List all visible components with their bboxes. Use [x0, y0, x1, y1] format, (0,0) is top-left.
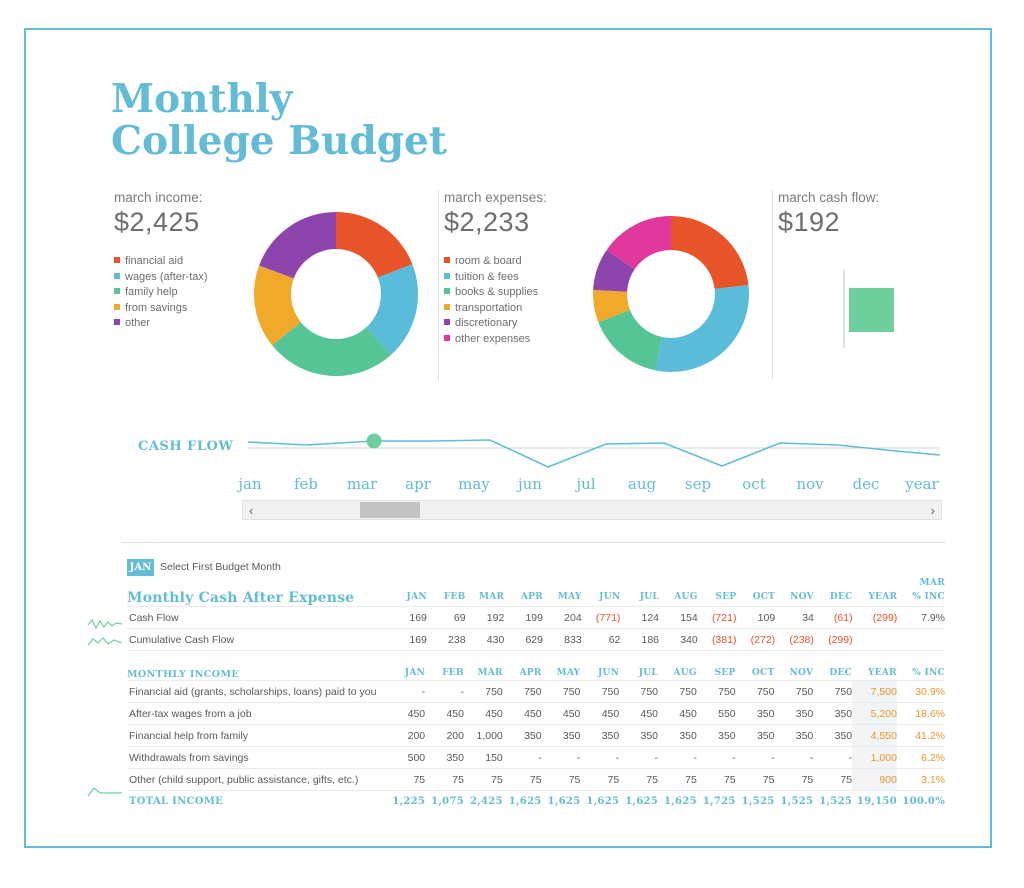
col-mar: MAR [466, 590, 505, 607]
legend-swatch [444, 257, 450, 263]
col-feb: FEB [427, 590, 466, 607]
total-cell: 1,075 [431, 796, 464, 807]
cell: 629 [504, 629, 543, 651]
cell: 430 [466, 629, 505, 651]
cell: 450 [425, 703, 464, 725]
month-sep[interactable]: sep [684, 475, 712, 493]
cell: 750 [774, 681, 813, 703]
cell: (721) [698, 607, 737, 629]
table-header-row [127, 668, 945, 681]
col-pct: % INC [897, 668, 945, 681]
cell: 186 [620, 629, 659, 651]
row-label: Financial help from family [127, 725, 386, 747]
col-nov: NOV [775, 590, 814, 607]
cell-year: 900 [852, 769, 897, 791]
cell: (381) [698, 629, 737, 651]
cell: - [697, 747, 736, 769]
legend-swatch [114, 304, 120, 310]
cell: - [386, 681, 425, 703]
table-row [127, 769, 945, 791]
month-apr[interactable]: apr [405, 475, 431, 493]
legend-label: room & board [455, 255, 522, 267]
total-cell: 1,625 [586, 796, 620, 807]
month-feb[interactable]: feb [293, 475, 319, 493]
cell: 75 [697, 769, 736, 791]
total-year: 19,150 [856, 796, 897, 807]
cell: 75 [464, 769, 503, 791]
legend-label: financial aid [125, 255, 184, 267]
legend-swatch [444, 335, 450, 341]
cash-flow-bar-chart [836, 270, 906, 350]
cell: 75 [813, 769, 852, 791]
cell: 350 [619, 725, 658, 747]
cell: 350 [736, 703, 775, 725]
cell-pct: 18.6% [897, 703, 945, 725]
cell: 154 [659, 607, 698, 629]
cell: 350 [658, 725, 697, 747]
section-divider [122, 542, 946, 543]
month-jan[interactable]: jan [238, 475, 262, 493]
col-dec: DEC [814, 590, 853, 607]
income-panel [114, 190, 439, 380]
row-label: Cumulative Cash Flow [127, 629, 388, 651]
total-cell: 1,725 [702, 796, 736, 807]
month-may[interactable]: may [458, 475, 490, 493]
month-year[interactable]: year [905, 475, 939, 493]
cell: - [425, 681, 464, 703]
cell: 192 [466, 607, 505, 629]
table-row [127, 747, 945, 769]
cell: 150 [464, 747, 503, 769]
income-table-title: MONTHLY INCOME [127, 668, 386, 681]
cell: 350 [774, 725, 813, 747]
cash-flow-row-sparkline [88, 616, 122, 632]
col-jan: JAN [386, 668, 425, 681]
cell: - [542, 747, 581, 769]
total-cell: 1,625 [547, 796, 581, 807]
cell: - [774, 747, 813, 769]
cell: - [658, 747, 697, 769]
month-oct[interactable]: oct [742, 475, 766, 493]
table-total-row [127, 791, 945, 812]
cell: 169 [388, 607, 427, 629]
cell: 124 [620, 607, 659, 629]
cell: 500 [386, 747, 425, 769]
cell: 550 [697, 703, 736, 725]
cell: 75 [736, 769, 775, 791]
cell: (238) [775, 629, 814, 651]
cell: 109 [736, 607, 775, 629]
table-row [127, 725, 945, 747]
monthly-income-table [127, 668, 945, 811]
month-jun[interactable]: jun [518, 475, 542, 493]
cell: 75 [619, 769, 658, 791]
col-oct: OCT [736, 668, 775, 681]
col-jun: JUN [580, 668, 619, 681]
col-sep: SEP [698, 590, 737, 607]
table-row [127, 681, 945, 703]
cell: 350 [580, 725, 619, 747]
cash-flow-panel [778, 190, 960, 380]
legend-label: tuition & fees [455, 270, 519, 283]
cell: 75 [542, 769, 581, 791]
col-jan: JAN [388, 590, 427, 607]
cell: 75 [425, 769, 464, 791]
legend-label: transportation [455, 301, 523, 314]
cell: 350 [813, 703, 852, 725]
page-title-line2: College Budget [111, 118, 447, 164]
cell: - [736, 747, 775, 769]
col-mar: MAR [464, 668, 503, 681]
cell: 750 [697, 681, 736, 703]
cell: 350 [813, 725, 852, 747]
month-scrollbar[interactable] [242, 500, 942, 520]
cell: 450 [503, 703, 542, 725]
row-label: After-tax wages from a job [127, 703, 386, 725]
cell: 450 [464, 703, 503, 725]
col-aug: AUG [658, 668, 697, 681]
month-mar[interactable]: mar [346, 475, 378, 493]
cash-table-title: Monthly Cash After Expense [127, 590, 388, 607]
legend-label: from savings [125, 301, 188, 314]
col-apr: APR [504, 590, 543, 607]
expenses-donut-chart [576, 208, 766, 380]
col-jun: JUN [582, 590, 621, 607]
cell-pct [897, 629, 945, 651]
total-cell: 1,625 [625, 796, 659, 807]
cell-pct: 41.2% [897, 725, 945, 747]
cell: 75 [386, 769, 425, 791]
cell: 69 [427, 607, 466, 629]
cashflow-strip-label: CASH FLOW [138, 439, 234, 454]
first-month-badge[interactable]: JAN [127, 559, 154, 576]
cell: 750 [619, 681, 658, 703]
cell [853, 629, 898, 651]
first-month-label: Select First Budget Month [160, 561, 281, 573]
col-sep: SEP [697, 668, 736, 681]
total-cell: 1,225 [392, 796, 426, 807]
total-cell: 1,525 [780, 796, 814, 807]
income-label: march income: [114, 190, 203, 205]
cell: - [619, 747, 658, 769]
month-dec[interactable]: dec [852, 475, 880, 493]
total-cell: 1,525 [741, 796, 775, 807]
cell: (61) [814, 607, 853, 629]
legend-swatch [444, 304, 450, 310]
summary-panels [114, 190, 960, 390]
legend-label: wages (after-tax) [125, 270, 208, 283]
table-row [127, 703, 945, 725]
legend-swatch [114, 257, 120, 263]
total-pct: 100.0% [902, 796, 945, 807]
table-header-row [127, 590, 945, 607]
month-jul[interactable]: jul [576, 475, 596, 493]
legend-label: discretionary [455, 317, 518, 329]
cell: (272) [736, 629, 775, 651]
budget-page [24, 28, 992, 848]
cell: (299) [814, 629, 853, 651]
cell: 750 [658, 681, 697, 703]
total-cell: 1,525 [819, 796, 853, 807]
cell: 350 [503, 725, 542, 747]
month-aug[interactable]: aug [627, 475, 657, 493]
cell-year: 7,500 [852, 681, 897, 703]
total-cell: 1,625 [508, 796, 542, 807]
cell: 62 [582, 629, 621, 651]
legend-swatch [444, 288, 450, 294]
col-jul: JUL [619, 668, 658, 681]
chevron-left-icon[interactable]: ‹ [249, 503, 254, 518]
legend-label: other [125, 317, 151, 329]
page-title-line1: Monthly [111, 76, 293, 122]
cell: 34 [775, 607, 814, 629]
cell: 340 [659, 629, 698, 651]
cell: 750 [813, 681, 852, 703]
cell: (299) [853, 607, 898, 629]
cell: 75 [503, 769, 542, 791]
cash-flow-value: $192 [778, 207, 841, 237]
cell-pct: 30.9% [897, 681, 945, 703]
col-feb: FEB [425, 668, 464, 681]
cell: 1,000 [464, 725, 503, 747]
legend-label: other expenses [455, 332, 531, 345]
total-income-sparkline [88, 784, 122, 800]
cell: 75 [580, 769, 619, 791]
col-may: MAY [543, 590, 582, 607]
cell: - [813, 747, 852, 769]
cell-pct: 6.2% [897, 747, 945, 769]
cell: 350 [736, 725, 775, 747]
page-title [111, 78, 447, 162]
cash-after-expense-table [127, 578, 945, 651]
cell: 199 [504, 607, 543, 629]
cell: 833 [543, 629, 582, 651]
row-label: Cash Flow [127, 607, 388, 629]
cell: 450 [386, 703, 425, 725]
total-cell: 1,625 [664, 796, 697, 807]
total-label: TOTAL INCOME [129, 796, 224, 807]
cumulative-cash-flow-row-sparkline [88, 634, 122, 650]
cell: 450 [658, 703, 697, 725]
legend-swatch [444, 273, 450, 279]
legend-swatch [114, 319, 120, 325]
col-nov: NOV [774, 668, 813, 681]
income-value: $2,425 [114, 207, 200, 237]
legend-swatch [444, 319, 450, 325]
cell: 750 [542, 681, 581, 703]
cell: 450 [542, 703, 581, 725]
col-pct: % INC [897, 590, 945, 607]
scrollbar-thumb[interactable] [360, 502, 420, 518]
cell: 75 [774, 769, 813, 791]
col-aug: AUG [659, 590, 698, 607]
cash-flow-label: march cash flow: [778, 190, 880, 205]
cell: 750 [464, 681, 503, 703]
month-scale [222, 475, 962, 494]
legend-swatch [114, 288, 120, 294]
expenses-value: $2,233 [444, 207, 530, 237]
row-label: Withdrawals from savings [127, 747, 386, 769]
cell: 200 [386, 725, 425, 747]
cell-year: 5,200 [852, 703, 897, 725]
cashflow-marker [367, 434, 382, 449]
cell: 750 [736, 681, 775, 703]
cell: 450 [580, 703, 619, 725]
col-year: YEAR [852, 668, 897, 681]
income-donut-chart [236, 208, 436, 380]
table-row [127, 607, 945, 629]
legend-label: family help [125, 286, 178, 298]
table-header-top [127, 578, 945, 590]
table-row [127, 629, 945, 651]
col-may: MAY [542, 668, 581, 681]
cell-pct: 3.1% [897, 769, 945, 791]
legend-label: books & supplies [455, 286, 539, 298]
cashflow-sparkline [248, 422, 940, 472]
cell: 200 [425, 725, 464, 747]
cell: - [580, 747, 619, 769]
col-apr: APR [503, 668, 542, 681]
chevron-right-icon[interactable]: › [930, 503, 935, 518]
col-year: YEAR [853, 590, 898, 607]
cell: - [503, 747, 542, 769]
cell: 350 [425, 747, 464, 769]
legend-swatch [114, 273, 120, 279]
pct-header-top: MAR [919, 578, 945, 588]
cell: 350 [542, 725, 581, 747]
expenses-panel [444, 190, 773, 380]
cell: 450 [619, 703, 658, 725]
cell: 204 [543, 607, 582, 629]
total-cell: 2,425 [469, 796, 503, 807]
cell: 75 [658, 769, 697, 791]
cell-pct: 7.9% [897, 607, 945, 629]
cell: 750 [580, 681, 619, 703]
cell: 169 [388, 629, 427, 651]
expenses-label: march expenses: [444, 190, 547, 205]
cell: 350 [697, 725, 736, 747]
month-nov[interactable]: nov [796, 475, 824, 493]
col-dec: DEC [813, 668, 852, 681]
cell: (771) [582, 607, 621, 629]
cell: 238 [427, 629, 466, 651]
row-label: Financial aid (grants, scholarships, loans) paid to you [127, 681, 386, 703]
col-jul: JUL [620, 590, 659, 607]
cell-year: 4,550 [852, 725, 897, 747]
cell: 750 [503, 681, 542, 703]
cell-year: 1,000 [852, 747, 897, 769]
row-label: Other (child support, public assistance, gifts, etc.) [127, 769, 386, 791]
cell: 350 [774, 703, 813, 725]
col-oct: OCT [736, 590, 775, 607]
